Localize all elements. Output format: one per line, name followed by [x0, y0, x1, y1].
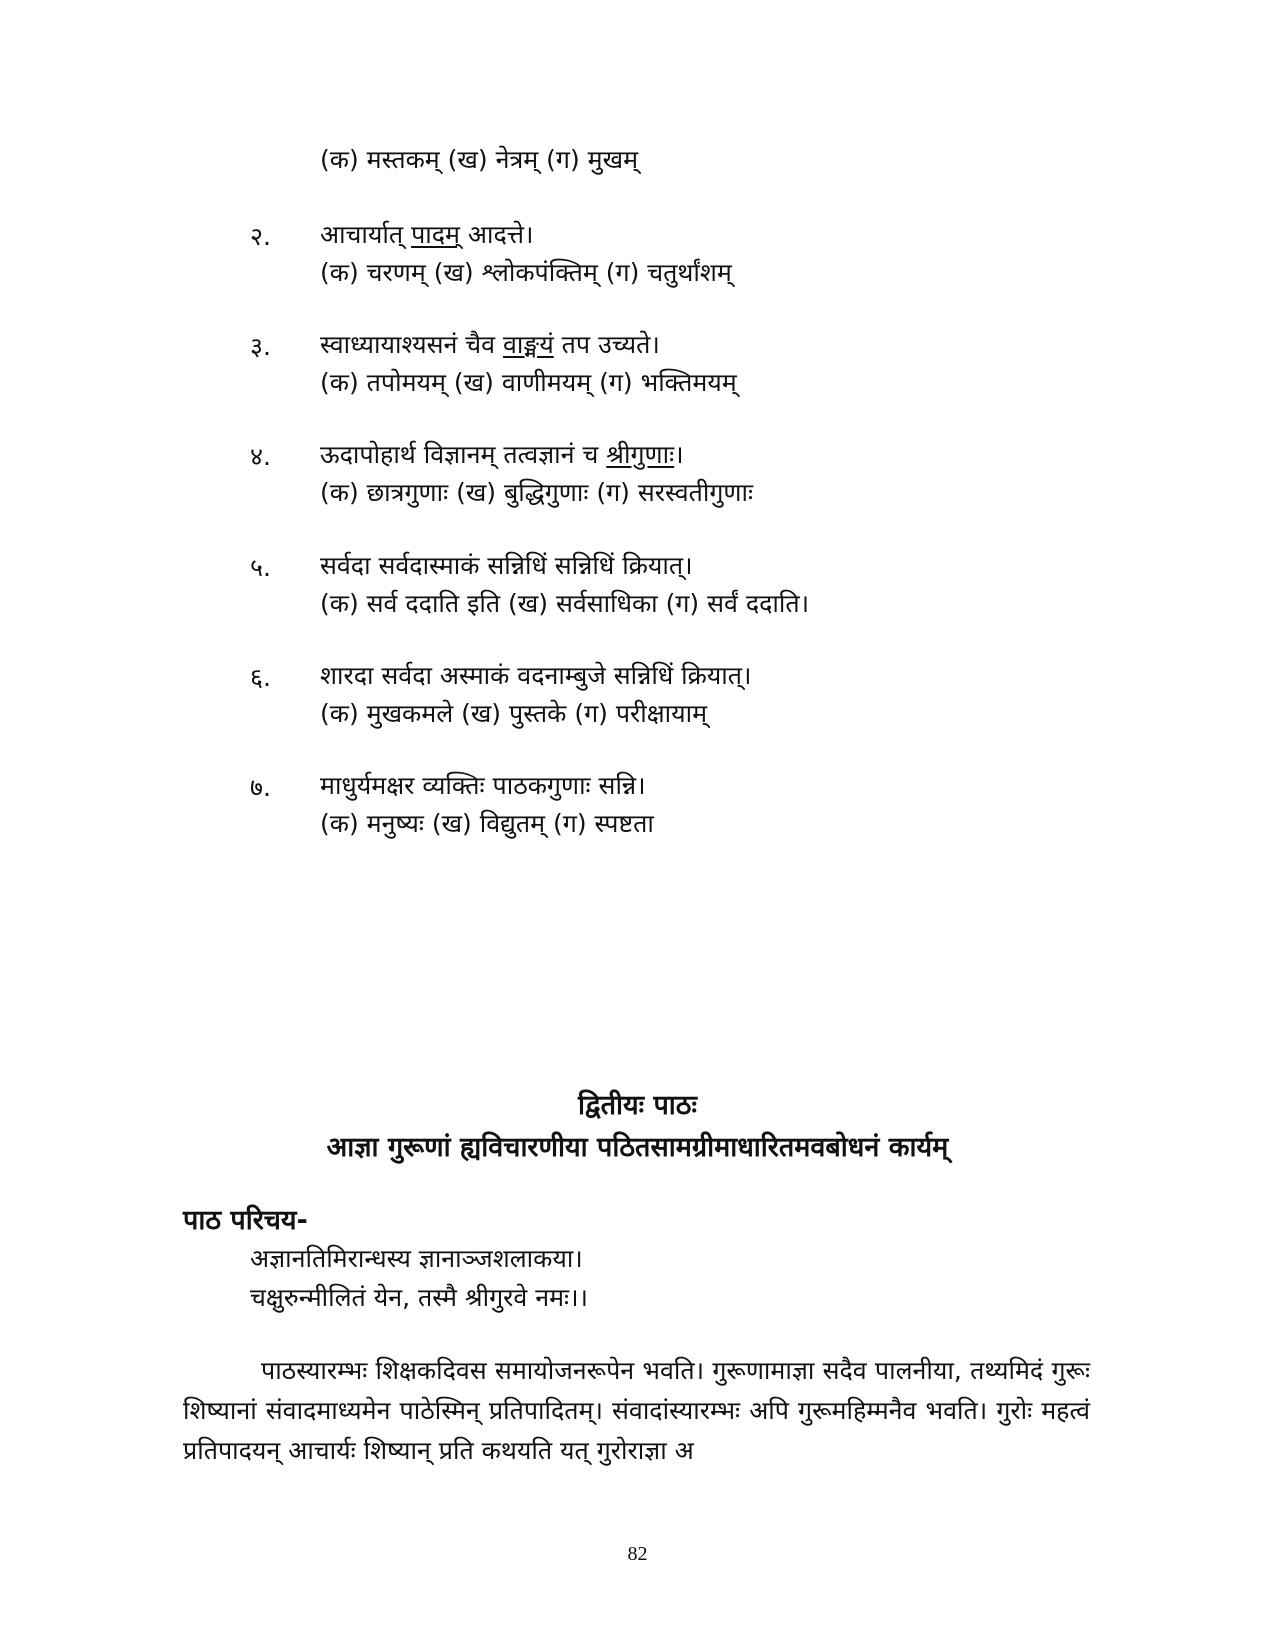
question-2-options: (क) चरणम् (ख) श्लोकपंक्तिम् (ग) चतुर्थांशम् [320, 258, 732, 287]
question-2-text [320, 218, 534, 252]
underlined-word: वाङ्मयं [503, 330, 554, 359]
question-6-options: (क) मुखकमले (ख) पुस्तके (ग) परीक्षायाम् [320, 699, 708, 728]
question-4-text [320, 438, 684, 472]
intro-heading: पाठ परिचय- [183, 1205, 308, 1236]
question-3-options: (क) तपोमयम् (ख) वाणीमयम् (ग) भक्तिमयम् [320, 368, 737, 397]
question-6-number: ६. [250, 663, 271, 692]
question-5-text: सर्वदा सर्वदास्माकं सन्निधिं सन्निधिं क्रियात्। [320, 551, 693, 580]
question-5-options: (क) सर्व ददाति इति (ख) सर्वसाधिका (ग) सर्वं ददाति। [320, 589, 810, 618]
intro-paragraph: पाठस्यारम्भः शिक्षकदिवस समायोजनरूपेन भवति। गुरूणामाज्ञा सदैव पालनीया, तथ्यमिदं गुरूः शिष्यानां संवादमाध्यमेन पाठेस्मिन् प्रतिपादितम्। संवादांस्यारम्भः अपि गुरूमहिम्मनैव भवति। गुरोः महत्वं प्रतिपादयन् आचार्यः शिष्यान् प्रति कथयति यत् गुरोराज्ञा अ [183, 1356, 1090, 1465]
question-4-number: ४. [250, 442, 271, 471]
question-1-options: (क) मस्तकम् (ख) नेत्रम् (ग) मुखम् [320, 145, 639, 174]
question-5-number: ५. [250, 553, 271, 582]
question-7-text: माधुर्यमक्षर व्यक्तिः पाठकगुणाः सन्नि। [320, 771, 646, 800]
question-text-post: । [674, 440, 684, 469]
question-6-text: शारदा सर्वदा अस्माकं वदनाम्बुजे सन्निधिं क्रियात्। [320, 661, 752, 690]
verse-line-1: अज्ञानतिमिरान्धस्य ज्ञानाञ्जशलाकया। [250, 1244, 583, 1273]
question-4-options: (क) छात्रगुणाः (ख) बुद्धिगुणाः (ग) सरस्वतीगुणाः [320, 478, 754, 507]
question-7-number: ७. [250, 773, 271, 802]
question-text-post: तप उच्यते। [553, 330, 660, 359]
question-7-options: (क) मनुष्यः (ख) विद्युतम् (ग) स्पष्टता [320, 809, 654, 838]
question-2-number: २. [250, 222, 271, 251]
underlined-word: पादम् [411, 220, 460, 249]
lesson-subtitle: आज्ञा गुरूणां ह्यविचारणीया पठितसामग्रीमाधारितमवबोधनं कार्यम् [326, 1132, 949, 1163]
underlined-word: श्रीगुणाः [606, 440, 675, 469]
verse-line-2: चक्षुरुन्मीलितं येन, तस्मै श्रीगुरवे नमः।। [250, 1283, 589, 1312]
question-text-pre: आचार्यात् [320, 220, 412, 249]
question-text-post: आदत्ते। [459, 220, 534, 249]
lesson-title: द्वितीयः पाठः [578, 1090, 697, 1121]
page-number: 82 [627, 1543, 648, 1565]
question-3-text [320, 328, 660, 362]
question-text-pre: ऊदापोहार्थ विज्ञानम् तत्वज्ञानं च [320, 440, 607, 469]
question-text-pre: स्वाध्यायाश्यसनं चैव [320, 330, 504, 359]
question-3-number: ३. [250, 332, 271, 361]
